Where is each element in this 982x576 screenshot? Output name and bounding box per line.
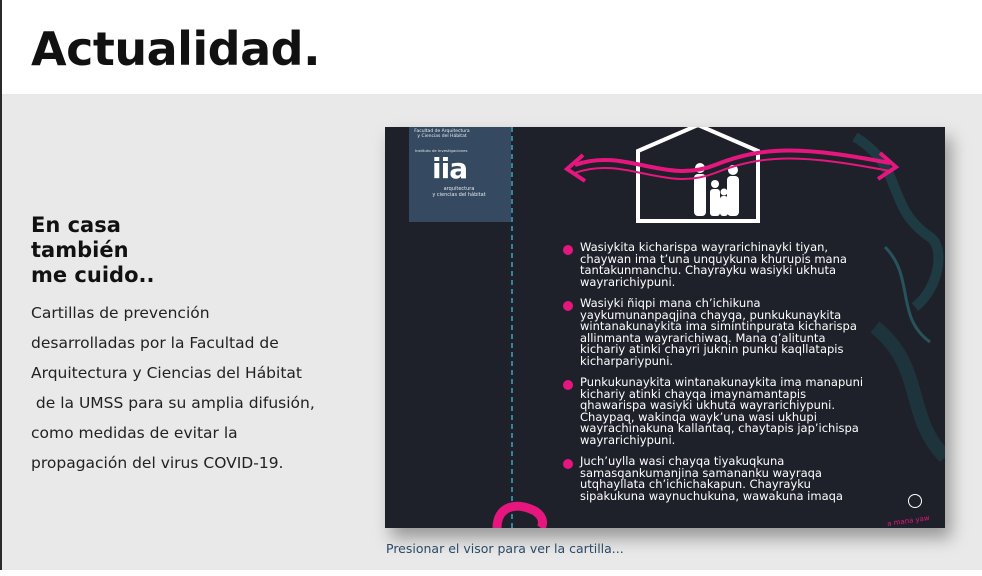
bullet-line: Wasiykita kicharispa wayrarichinayki tiyan, — [580, 240, 829, 254]
heading-line: me cuido.. — [31, 263, 155, 287]
bullet-dot-icon — [563, 245, 573, 255]
bullet-line: wayrachinakuna kallantaq, chaytapis jap’ichispa — [580, 421, 859, 435]
description-line: de la UMSS para su amplia difusión, — [31, 394, 315, 412]
bullet-line: samasqankumanjina samananku wayraqa — [580, 465, 822, 480]
logo-institute-text: Instituto de Investigaciones — [415, 148, 468, 153]
description-line: desarrolladas por la Facultad de — [31, 334, 279, 352]
bullet-line: Juch’uylla wasi chayqa tiyakuqkuna — [580, 454, 785, 468]
bullet-line: yaykumunanpaqjina chayqa, punkukunaykita — [580, 307, 842, 322]
bullet-list — [563, 242, 863, 512]
page-title: Actualidad. — [31, 22, 321, 76]
bullet-line: kichariy atinki chayqa imaynamantapis — [580, 386, 807, 401]
description-line: como medidas de evitar la — [31, 424, 238, 442]
bullet-line: sipakukuna waynuchukuna, wawakuna imaqa — [580, 488, 843, 503]
bullet-line: Punkukunaykita wintanakunaykita ima manapuni — [580, 375, 864, 389]
bullet-line: wayrarichiypuni. — [580, 432, 676, 447]
bullet-line: allinmanta wayrarichiwaq. Mana q’alitunta — [580, 330, 826, 345]
logo-faculty-line: Facultad de Arquitectura — [414, 129, 470, 134]
logo-mark: iia — [432, 152, 468, 185]
booklet-viewer[interactable] — [385, 127, 945, 528]
bullet-line: wayrarichiypuni. — [580, 274, 676, 289]
bullet-line: utqhayllata ch’ichichakapun. Chayrayku — [580, 477, 811, 491]
bullet-line: kicharpariypuni. — [580, 353, 674, 368]
bullet-line: Chaypaq, wakinqa wayk’una wasi ukhupi — [580, 409, 817, 424]
bullet-dot-icon — [563, 380, 573, 390]
description-line: Arquitectura y Ciencias del Hábitat — [31, 364, 302, 382]
bullet-text — [580, 242, 863, 288]
smoke-decoration — [875, 327, 945, 457]
list-item — [563, 456, 863, 502]
bullet-line: qhawarispa wasiyki ukhuta wayrarichiypuni. — [580, 398, 835, 412]
logo-tagline-line: y ciencias del hábitat — [432, 192, 486, 198]
description-line: propagación del virus COVID-19. — [31, 454, 284, 472]
logo-faculty-line: y Ciencias del Hábitat — [417, 134, 467, 139]
list-item — [563, 377, 863, 446]
bullet-text — [580, 298, 863, 367]
bullet-dot-icon — [563, 301, 573, 311]
bullet-line: tantakunmanchu. Chayrayku wasiyki ukhuta — [580, 263, 837, 277]
pink-curve-decoration — [497, 506, 543, 528]
list-item — [563, 242, 863, 288]
corner-text: a mana yaw — [886, 514, 931, 528]
bullet-line: chaywan ima t’una unquykuna khurupis mana — [580, 251, 847, 266]
open-booklet-link[interactable]: Presionar el visor para ver la cartilla... — [386, 541, 624, 556]
footer-strip — [0, 570, 982, 576]
section-heading — [31, 213, 154, 288]
bullet-dot-icon — [563, 459, 573, 469]
bullet-text — [580, 377, 863, 446]
description-line: Cartillas de prevención — [31, 304, 210, 322]
heading-line: también — [31, 238, 129, 262]
bullet-line: wintanakunaykita ima simintinpurata kicharispa — [580, 319, 857, 333]
logo-tagline-line: arquitectura — [443, 186, 475, 192]
bullet-line: kichariy atinki chayri juknin punku kaqllatapis — [580, 342, 844, 356]
bullet-line: Wasiyki ñiqpi mana ch’ichikuna — [580, 296, 761, 310]
heading-line: En casa — [31, 213, 121, 237]
arrow-left-icon — [567, 155, 585, 181]
section-description — [31, 298, 341, 478]
smoke-decoration — [855, 137, 938, 307]
bullet-text — [580, 456, 863, 502]
logo-faculty-text — [409, 129, 475, 139]
logo-tagline — [419, 186, 499, 198]
list-item — [563, 298, 863, 367]
viewer-expand-button[interactable] — [908, 494, 922, 508]
